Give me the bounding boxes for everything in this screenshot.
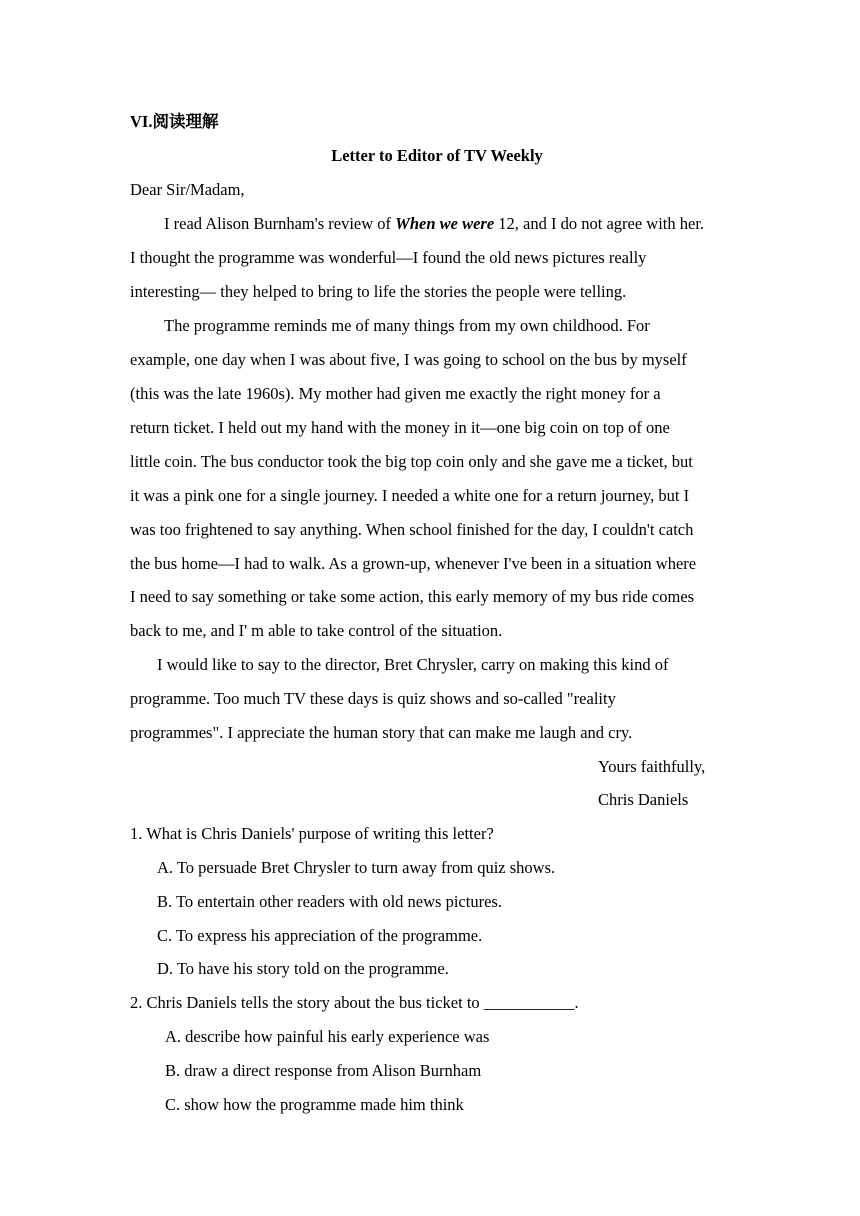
question-2-option-a: A. describe how painful his early experience was bbox=[165, 1027, 490, 1046]
question-2-option-b: B. draw a direct response from Alison Burnham bbox=[165, 1061, 482, 1080]
paragraph-1-line-3: interesting— they helped to bring to life the stories the people were telling. bbox=[130, 282, 627, 301]
signature: Chris Daniels bbox=[598, 790, 689, 809]
paragraph-2-line-1: The programme reminds me of many things from my own childhood. For bbox=[164, 316, 650, 335]
paragraph-2-line-4: return ticket. I held out my hand with the money in it—one big coin on top of one bbox=[130, 418, 670, 437]
paragraph-1-line-1 bbox=[164, 214, 704, 234]
programme-name-emphasis: When we were bbox=[395, 214, 495, 233]
paragraph-2-line-3: (this was the late 1960s). My mother had given me exactly the right money for a bbox=[130, 384, 661, 403]
question-2-stem: 2. Chris Daniels tells the story about the bus ticket to ___________. bbox=[130, 993, 579, 1012]
paragraph-2-line-8: the bus home—I had to walk. As a grown-up, whenever I've been in a situation where bbox=[130, 554, 697, 573]
paragraph-3-line-3: programmes". I appreciate the human story that can make me laugh and cry. bbox=[130, 723, 633, 742]
question-1-option-d: D. To have his story told on the programme. bbox=[157, 959, 449, 978]
paragraph-2-line-2: example, one day when I was about five, I was going to school on the bus by myself bbox=[130, 350, 687, 369]
paragraph-1-line-2: I thought the programme was wonderful—I found the old news pictures really bbox=[130, 248, 647, 267]
paragraph-2-line-9: I need to say something or take some action, this early memory of my bus ride comes bbox=[130, 587, 695, 606]
question-1-stem: 1. What is Chris Daniels' purpose of writing this letter? bbox=[130, 824, 494, 843]
paragraph-3-line-1: I would like to say to the director, Bret Chrysler, carry on making this kind of bbox=[157, 655, 669, 674]
question-1-option-a: A. To persuade Bret Chrysler to turn away from quiz shows. bbox=[157, 858, 556, 877]
question-1-option-b: B. To entertain other readers with old news pictures. bbox=[157, 892, 502, 911]
paragraph-2-line-7: was too frightened to say anything. When school finished for the day, I couldn't catch bbox=[130, 520, 694, 539]
salutation: Dear Sir/Madam, bbox=[130, 180, 245, 199]
paragraph-2-line-5: little coin. The bus conductor took the big top coin only and she gave me a ticket, but bbox=[130, 452, 693, 471]
question-2-option-c: C. show how the programme made him think bbox=[165, 1095, 464, 1114]
paragraph-2-line-10: back to me, and I' m able to take control of the situation. bbox=[130, 621, 503, 640]
p1-text-after: 12, and I do not agree with her. bbox=[494, 214, 705, 233]
closing: Yours faithfully, bbox=[598, 757, 706, 776]
section-heading: VI.阅读理解 bbox=[130, 112, 219, 131]
paragraph-3-line-2: programme. Too much TV these days is quiz shows and so-called "reality bbox=[130, 689, 616, 708]
p1-text-before: I read Alison Burnham's review of bbox=[164, 214, 396, 233]
letter-title: Letter to Editor of TV Weekly bbox=[331, 146, 543, 165]
question-1-option-c: C. To express his appreciation of the programme. bbox=[157, 926, 483, 945]
paragraph-2-line-6: it was a pink one for a single journey. I needed a white one for a return journey, but I bbox=[130, 486, 690, 505]
